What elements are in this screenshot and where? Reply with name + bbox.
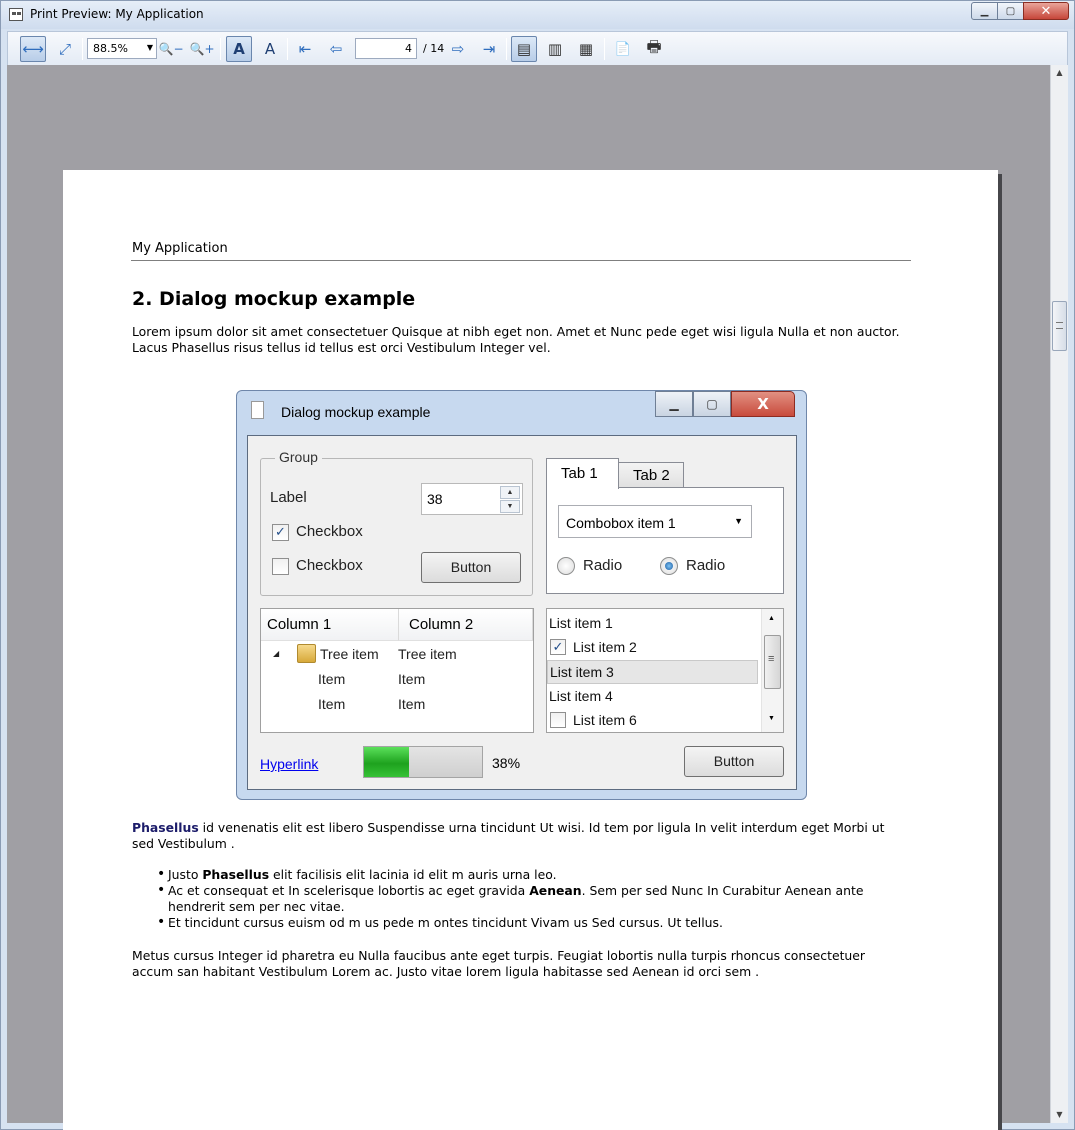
dialog-body	[247, 435, 797, 790]
page-header: My Application	[132, 241, 228, 256]
page-number-input[interactable]: 4	[355, 38, 417, 59]
dialog-minimize-button: ▁	[655, 391, 693, 417]
paragraph-2: Metus cursus Integer id pharetra eu Nulla faucibus ante eget turpis. Feugiat lobortis nulla turpis rhoncus consectetuer accum san habitant Vestibulum Lorem ac. Justo vitae lorem ligula habitasse sed Aenean id orci sem .	[132, 948, 866, 979]
checkbox-1: ✓	[272, 524, 289, 541]
dialog-bottom-button: Button	[684, 746, 784, 777]
tree-row-2-col-2: Item	[398, 671, 426, 687]
checkbox-2	[272, 558, 289, 575]
tree-row-2-col-1: Item	[318, 671, 346, 687]
zoom-out-icon[interactable]: 🔍−	[158, 42, 184, 56]
list-item-4: List item 4	[549, 688, 613, 704]
list-bullet-3: • Et tincidunt cursus euism od m us pede m ontes tincidunt Vivam us Sed cursus. Ut tellus.	[157, 915, 917, 931]
grip-icon	[1056, 322, 1063, 329]
chevron-down-icon: ▼	[146, 43, 153, 52]
hyperlink: Hyperlink	[260, 756, 319, 772]
spin-down-icon: ▼	[500, 500, 520, 513]
group-box	[260, 449, 533, 596]
progress-bar	[363, 746, 483, 778]
spin-up-icon: ▲	[500, 486, 520, 499]
chevron-down-icon: ▼	[734, 516, 743, 526]
last-page-icon[interactable]: ⇥	[482, 40, 496, 58]
preview-toolbar	[7, 31, 1068, 65]
checkbox-1-label: Checkbox	[296, 523, 363, 540]
tab-1: Tab 1	[546, 458, 619, 489]
preview-page	[63, 170, 998, 1130]
group-button: Button	[421, 552, 521, 583]
list-scroll-thumb	[764, 635, 781, 689]
radio-1-label: Radio	[583, 557, 623, 574]
zoom-value: 88.5%	[93, 42, 128, 55]
document-icon	[251, 401, 264, 419]
radio-2	[660, 557, 678, 575]
spin-box	[421, 483, 523, 515]
list-bullet-1: • Justo Phasellus elit facilisis elit lacinia id elit m auris urna leo.	[157, 867, 917, 883]
previous-page-icon[interactable]: ⇦	[329, 40, 343, 58]
list-scrollbar	[761, 609, 783, 732]
dialog-close-button: X	[731, 391, 795, 417]
landscape-icon[interactable]: A	[264, 40, 276, 58]
intro-paragraph: Lorem ipsum dolor sit amet consectetuer Quisque at nibh eget non. Amet et Nunc pede eget wisi ligula Nulla et non auctor. Lacus Phasellus risus tellus id tellus est orci Vestibulum Integer vel.	[132, 324, 900, 355]
tree-view	[260, 608, 534, 733]
tree-column-2: Column 2	[399, 609, 533, 641]
field-label: Label	[270, 489, 307, 506]
tree-expander-icon: ◢	[273, 649, 280, 658]
list-bullet-2: • Ac et consequat et In scelerisque lobortis ac eget gravida Aenean. Sem per sed Nunc In Curabitur Aenean ante hendrerit sem per nec vitae.	[157, 883, 917, 915]
tree-row-3-col-2: Item	[398, 696, 426, 712]
scroll-down-icon[interactable]: ▼	[1056, 1110, 1063, 1119]
facing-pages-icon[interactable]: ▥	[547, 40, 563, 58]
scroll-down-icon: ▼	[768, 715, 775, 722]
zoom-in-icon[interactable]: 🔍+	[189, 42, 215, 56]
first-page-icon[interactable]: ⇤	[298, 40, 312, 58]
grip-icon: ≡	[768, 653, 775, 665]
bullet-list	[157, 867, 917, 931]
minimize-button[interactable]: ▁	[971, 2, 998, 20]
zoom-combobox[interactable]	[87, 38, 157, 59]
window-icon	[9, 8, 23, 21]
all-pages-icon[interactable]: ▦	[578, 40, 594, 58]
preview-area	[7, 65, 1050, 1123]
dialog-maximize-button: ▢	[693, 391, 731, 417]
tree-row-1-col-1: Tree item	[320, 646, 379, 662]
paragraph-1	[132, 820, 902, 852]
list-widget	[546, 608, 784, 733]
print-icon[interactable]: 🖶	[646, 36, 662, 56]
list-item-2: List item 2	[573, 639, 637, 655]
scroll-up-icon[interactable]: ▲	[1056, 68, 1063, 77]
paragraph-1-bold: Phasellus	[132, 820, 199, 835]
dialog-title: Dialog mockup example	[281, 404, 431, 420]
list-item-1: List item 1	[549, 615, 613, 631]
tree-row-3-col-1: Item	[318, 696, 346, 712]
header-divider	[131, 260, 911, 261]
combobox-value: Combobox item 1	[566, 515, 676, 531]
tree-row-1-col-2: Tree item	[398, 646, 457, 662]
list-item-6-checkbox	[550, 712, 566, 728]
progress-fill	[364, 747, 409, 777]
vertical-scrollbar[interactable]	[1050, 65, 1068, 1123]
next-page-icon[interactable]: ⇨	[451, 40, 465, 58]
folder-icon	[297, 644, 316, 663]
portrait-icon[interactable]: A	[226, 36, 252, 62]
tab-widget	[546, 458, 784, 594]
tab-pane	[546, 487, 784, 594]
fit-page-icon[interactable]: ⤢	[58, 40, 71, 58]
title-bar	[1, 1, 1074, 29]
close-button[interactable]: ✕	[1023, 2, 1069, 20]
checkbox-2-label: Checkbox	[296, 557, 363, 574]
list-item-3: List item 3	[547, 660, 758, 684]
dialog-mockup	[236, 390, 807, 800]
radio-2-label: Radio	[686, 557, 726, 574]
combobox	[558, 505, 752, 538]
window-title: Print Preview: My Application	[30, 7, 204, 21]
tree-column-1: Column 1	[261, 609, 399, 641]
list-item-6: List item 6	[573, 712, 637, 728]
fit-width-icon[interactable]: ⟷	[20, 36, 46, 62]
single-page-icon[interactable]: ▤	[511, 36, 537, 62]
group-label: Group	[275, 449, 322, 465]
section-heading: 2. Dialog mockup example	[132, 288, 416, 310]
radio-1	[557, 557, 575, 575]
maximize-button[interactable]: ▢	[997, 2, 1024, 20]
paragraph-1-text: id venenatis elit est libero Suspendisse urna tincidunt Ut wisi. Id tem por ligula In velit interdum eget Morbi ut sed Vestibulum .	[132, 820, 885, 851]
list-item-2-checkbox: ✓	[550, 639, 566, 655]
tab-2: Tab 2	[618, 462, 684, 488]
progress-label: 38%	[492, 755, 521, 771]
page-total: / 14	[423, 42, 445, 55]
page-setup-icon[interactable]: 📄	[614, 41, 632, 57]
scroll-up-icon: ▲	[768, 615, 775, 622]
spin-value: 38	[427, 491, 443, 507]
scroll-thumb[interactable]	[1052, 301, 1067, 351]
